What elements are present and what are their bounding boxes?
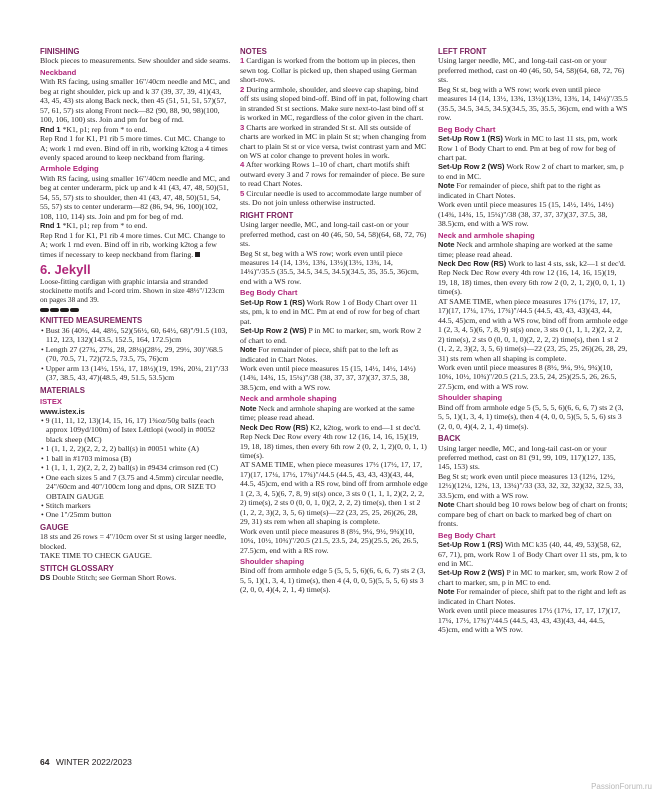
rf-text: Rep Neck Dec Row every 4th row 12 (16, 14, 16, 15)(19, 19, 18, 18) times, then every 6th row 2 (0, 2, 1, 2)(0, 0, 1, 1) time(s). — [240, 432, 427, 461]
rf-beg-chart-heading: Beg Body Chart — [240, 288, 298, 298]
back-note: Note Chart should beg 10 rows below beg of chart on fronts; compare beg of chart on back to marked beg of chart on fronts. — [438, 500, 628, 529]
list-item: • Length 27 (27¾, 27¾, 28, 28¼)(28½, 29, 29½, 30)"/68.5 (70, 70.5, 71, 72)(72.5, 73.5, 75, 76)cm — [41, 344, 223, 364]
armhole-text: With RS facing, using smaller 16"/40cm needle and MC, and beg at center underarm, pick up and k 41 (43, 47, 48, 50)(51, 54, 55, 57) sts to shoulder, then 41 (43, 47, 48, 50)(51, 54, 55, 57) sts to center underarm—82 (86, 94, 96, 100)(102, 108, 110, 114) sts. Join and pm for beg of rnd. — [40, 173, 230, 221]
pattern-intro: Loose-fitting cardigan with graphic intarsia and stranded stockinette motifs and I-cord trim. Shown in size 48½"/123cm on pages 38 and 39. — [40, 276, 225, 304]
column-left — [40, 44, 232, 583]
neckband-text: With RS facing, using smaller 16"/40cm needle and MC, and beg at right shoulder, pick up and k 37 (39, 37, 39, 41)(43, 43, 45, 43) sts along Back neck, then 45 (51, 51, 51, 57)(57, 57, 61, 57) sts along Front neck—82 (90, 88, 90, 98)(100, 100, 106, 100) sts. Join and pm for beg of rnd. — [40, 77, 230, 125]
glossary-entry: DS Double Stitch; see German Short Rows. — [40, 573, 177, 583]
rf-text: AT SAME TIME, when piece measures 17½ (17½, 17, 17, 17)(17, 17¼, 17½, 17¾)"/44.5 (44.5, 43, 43, 43)(43, 44, 44.5, 45)cm, end with a RS row, bind off from armhole edge 1 (2, 3, 4, 5)(6, 7, 8, 9) st(s) once, 3 sts 0 (1, 1, 1, 2)(2, 2, 2, 2) time(s), 2 sts 0 (0, 0, 1, 0)(2, 2, 2, 2) time(s), then 1 st 2 (1, 2, 2, 3)(2, 3, 5, 6) time(s)—22 (23, 25, 25, 26)(26, 28, 29, 31) sts rem when all shaping is complete. — [240, 460, 428, 527]
column-right — [438, 44, 628, 635]
lf-note: Note For remainder of piece, shift pat to the right as indicated in Chart Notes. — [438, 181, 601, 200]
rnd1-label: Rnd 1 — [40, 221, 61, 231]
list-item: • 9 (11, 11, 12, 13)(14, 15, 16, 17) 1¾oz/50g balls (each approx 109yd/100m) of Istex Léttlopi (wool) in #0052 black sheep (MC) — [41, 415, 215, 444]
gauge-text: 18 sts and 26 rows = 4"/10cm over St st using larger needle, blocked. — [40, 532, 227, 551]
note-item: 3 Charts are worked in stranded St st. All sts outside of charts are worked in MC in plain St st; when changing from chart to plain St st or vice versa, twist contrast yarn and MC on WS at color change to prevent holes in work. — [240, 122, 427, 160]
list-item: • Stitch markers — [41, 501, 91, 511]
finishing-text: Block pieces to measurements. Sew shoulder and side seams. — [40, 56, 231, 66]
finishing-heading: FINISHING — [40, 47, 80, 56]
armhole-rnd1 — [40, 221, 232, 230]
lf-text: Work even until piece measures 8 (8½, 9¼, 9½, 9¾)(10, 10¼, 10½, 10¾)"/20.5 (21.5, 23.5, 24, 25)(25.5, 26, 26.5, 27.5)cm, end with a WS row. — [438, 362, 617, 391]
end-square-icon — [195, 252, 200, 257]
measurements-heading: KNITTED MEASUREMENTS — [40, 316, 143, 326]
rf-setup-row-2: Set-Up Row 2 (WS) P in MC to marker, sm, work Row 2 of chart to end. — [240, 326, 422, 345]
measurements-list — [40, 326, 232, 383]
note-item: 1 Cardigan is worked from the bottom up in pieces, then sewn tog. Collar is picked up, then shaped using German short-rows. — [240, 56, 417, 85]
lf-text: Work even until piece measures 15 (15, 14½, 14½, 14½)(14¾, 14¾, 15, 15¼)"/38 (38, 37, 37, 37)(37, 37.5, 38, 38.5)cm, end with a WS row. — [438, 200, 614, 229]
armhole-edging-heading: Armhole Edging — [40, 164, 99, 174]
list-item: • 1 ball in #1703 mimosa (B) — [41, 453, 132, 463]
list-item: • 1 (1, 1, 2, 2)(2, 2, 2, 2) ball(s) in #0051 white (A) — [41, 444, 199, 454]
lf-setup-row-1: Set-Up Row 1 (RS) Work in MC to last 11 sts, pm, work Row 1 of Body Chart to end. Pm at beg of row for beg of chart pat. — [438, 134, 618, 162]
lf-text: Using larger needle, MC, and long-tail cast-on or your preferred method, cast on 40 (46, 50, 54, 58)(64, 68, 72, 76) sts. — [438, 56, 625, 85]
lf-neck-note: Note Neck and armhole shaping are worked at the same time; please read ahead. — [438, 240, 613, 259]
rf-note: Note For remainder of piece, shift pat to the left as indicated in Chart Notes. — [240, 345, 399, 364]
rnd1-text: *K1, p1; rep from * to end. — [60, 221, 148, 231]
back-text: Using larger needle, MC, and long-tail cast-on or your preferred method, cast on 81 (91, 99, 109, 117)(127, 135, 145, 153) sts. — [438, 443, 616, 472]
rf-shoulder-heading: Shoulder shaping — [240, 557, 305, 567]
page-number: 64 — [40, 757, 50, 767]
page-footer — [40, 757, 132, 767]
back-text: Work even until piece measures 17½ (17½, 17, 17, 17)(17, 17¼, 17½, 17¾)"/44.5 (44.5, 43, 43, 43)(43, 44, 44.5, 45)cm, end with a WS row. — [438, 606, 621, 635]
rf-text: Work even until piece measures 8 (8½, 9¼, 9½, 9¾)(10, 10¼, 10½, 10¾)"/20.5 (21.5, 23.5, 24, 25)(25.5, 26, 26.5, 27.5)cm, end with a RS row. — [240, 526, 419, 555]
list-item: • One each sizes 5 and 7 (3.75 and 4.5mm) circular needle, 24"/60cm and 40"/100cm long and dpns, OR SIZE TO OBTAIN GAUGE — [41, 472, 224, 501]
watermark: PassionForum.ru — [591, 782, 652, 791]
lf-text: Beg St st, beg with a WS row; work even until piece measures 14 (14, 13½, 13¾, 13½)(13½, 13¾, 14, 14¼)"/35.5 (35.5, 34.5, 34.5, 34.5)(34.5, 35, 35.5, 36)cm, end with a WS row. — [438, 84, 628, 123]
glossary-heading: STITCH GLOSSARY — [40, 563, 114, 573]
list-item: • Upper arm 13 (14½, 15¼, 17, 18½)(19, 19¾, 20¼, 21)"/33 (37, 38.5, 43, 47)(48.5, 49, 51.5, 53.5)cm — [41, 363, 229, 383]
column-middle — [240, 44, 428, 595]
notes-heading: NOTES — [240, 47, 267, 56]
back-note-2: Note For remainder of piece, shift pat to the right and left as indicated in Chart Notes. — [438, 587, 626, 606]
armhole-repeat: Rep Rnd 1 for K1, P1 rib 4 more times. Cut MC. Change to A; work 1 rnd even. Bind off in rib, working k2tog a few times if necessary to keep neckband from flaring. — [40, 230, 226, 259]
lf-setup-row-2: Set-Up Row 2 (WS) Work Row 2 of chart to marker, sm, p to end in MC. — [438, 162, 624, 181]
materials-list — [40, 416, 232, 520]
list-item: • 1 (1, 1, 1, 2)(2, 2, 2, 2) ball(s) in #9434 crimson red (C) — [41, 463, 219, 473]
back-setup-row-1: Set-Up Row 1 (RS) With MC k35 (40, 44, 49, 53)(58, 62, 67, 71), pm, work Row 1 of Body Chart over 11 sts, pm, k to end in MC. — [438, 540, 627, 569]
left-front-heading: LEFT FRONT — [438, 47, 487, 56]
rf-neck-armhole-heading: Neck and armhole shaping — [240, 394, 337, 404]
list-item: • Bust 36 (40½, 44, 48½, 52)(56½, 60, 64½, 68)"/91.5 (103, 112, 123, 132)(143.5, 152.5, 164, 172.5)cm — [41, 325, 228, 345]
right-front-heading: RIGHT FRONT — [240, 210, 294, 220]
rf-text: Using larger needle, MC, and long-tail cast-on or your preferred method, cast on 40 (46, 50, 54, 58)(64, 68, 72, 76) sts. — [240, 220, 427, 249]
skill-level-icon — [40, 308, 79, 312]
neckband-rnd1 — [40, 125, 232, 134]
lf-neck-armhole-heading: Neck and armhole shaping — [438, 230, 535, 240]
rnd1-label: Rnd 1 — [40, 124, 61, 134]
rf-text: Beg St st, beg with a WS row; work even until piece measures 14 (14, 13½, 13¾, 13½)(13½, 13¾, 14, 14¼)"/35.5 (35.5, 34.5, 34.5, 34.5)(34.5, 35, 35.5, 36)cm, end with a WS row. — [240, 248, 419, 286]
rf-setup-row-1: Set-Up Row 1 (RS) Work Row 1 of Body Chart over 11 sts, pm, k to end in MC. Pm at end of row for beg of chart pat. — [240, 297, 420, 326]
pattern-title: 6. Jekyll — [40, 261, 91, 277]
gauge-heading: GAUGE — [40, 522, 69, 532]
back-heading: BACK — [438, 434, 461, 444]
neckband-repeat: Rep Rnd 1 for K1, P1 rib 5 more times. Cut MC. Change to A; work 1 rnd even. Bind off in rib, working k2tog a 4 times evenly spaced around to keep neckband from flaring. — [40, 134, 228, 162]
istex-heading: ISTEX — [40, 397, 62, 407]
back-beg-chart-heading: Beg Body Chart — [438, 530, 496, 540]
website-link[interactable]: www.istex.is — [40, 406, 85, 416]
lf-neck-dec-row: Neck Dec Row (RS) Work to last 4 sts, ssk, k2—1 st dec'd. — [438, 258, 626, 268]
rf-text: Work even until piece measures 15 (15, 14½, 14½, 14½)(14¾, 14¾, 15, 15¼)"/38 (38, 37, 37, 37)(37, 37.5, 38, 38.5)cm, end with a WS row. — [240, 363, 416, 392]
gauge-check: TAKE TIME TO CHECK GAUGE. — [40, 551, 152, 561]
lf-text: Bind off from armhole edge 5 (5, 5, 5, 6)(6, 6, 6, 7) sts 2 (3, 5, 5, 1)(1, 3, 4, 1) time(s), then 4 (4, 0, 0, 5)(5, 5, 5, 6) sts 3 (2, 0, 0, 4)(4, 2, 1, 4) time(s). — [438, 402, 624, 431]
lf-text: AT SAME TIME, when piece measures 17½ (17½, 17, 17, 17)(17, 17¼, 17½, 17¾)"/44.5 (44.5, 43, 43, 43)(43, 44, 44.5, 45)cm, end with a WS row, bind off from armhole edge 1 (2, 3, 4, 5)(6, 7, 8, 9) st(s) once, 3 sts 0 (1, 1, 1, 2)(2, 2, 2, 2) time(s), 2 sts 0 (0, 0, 1, 0)(2, 2, 2, 2) time(s), then 1 st 2 (1, 2, 2, 3)(2, 3, 5, 6) time(s)—22 (23, 25, 25, 26)(26, 28, 29, 31) sts rem when all shaping is complete. — [438, 296, 628, 363]
materials-heading: MATERIALS — [40, 385, 85, 395]
neckband-heading: Neckband — [40, 67, 77, 77]
lf-shoulder-heading: Shoulder shaping — [438, 393, 503, 403]
note-item: 2 During armhole, shoulder, and sleeve cap shaping, bind off sts using sloped bind-off. Bind off in pat, following chart in stranded St st sections. Make sure next-to-last bind off st is worked in MC, regardless of the color given in the chart. — [240, 84, 428, 123]
rnd1-text: *K1, p1; rep from * to end. — [60, 124, 148, 134]
note-item: 5 Circular needle is used to accommodate large number of sts. Do not join unless otherwise instructed. — [240, 188, 422, 208]
rf-text: Bind off from armhole edge 5 (5, 5, 5, 6)(6, 6, 6, 7) sts 2 (3, 5, 5, 1)(1, 3, 4, 1) time(s), then 4 (4, 0, 0, 5)(5, 5, 5, 6) sts 3 (2, 0, 0, 4)(4, 2, 1, 4) time(s). — [240, 566, 426, 595]
note-item: 4 After working Rows 1–10 of chart, chart motifs shift outward every 3 and 7 rows for remainder of piece. Be sure to read Chart Notes. — [240, 160, 425, 189]
list-item: • One 1"/25mm button — [41, 510, 112, 520]
back-text: Beg St st; work even until piece measures 13 (12½, 12½, 12½)(12¼, 12¾, 13, 13¼)"/33 (33, 32, 32, 32)(32, 32.5, 33, 33.5)cm, end with a WS row. — [438, 471, 624, 500]
lf-beg-chart-heading: Beg Body Chart — [438, 124, 496, 134]
rf-neck-dec-row: Neck Dec Row (RS) K2, k2tog, work to end—1 st dec'd. — [240, 422, 421, 432]
lf-text: Rep Neck Dec Row every 4th row 12 (16, 14, 16, 15)(19, 19, 18, 18) times, then every 6th row 2 (0, 2, 1, 2)(0, 0, 1, 1) time(s). — [438, 268, 625, 297]
rf-neck-note: Note Neck and armhole shaping are worked at the same time; please read ahead. — [240, 403, 415, 423]
back-setup-row-2: Set-Up Row 2 (WS) P in MC to marker, sm, work Row 2 of chart to marker, sm, p in MC to end. — [438, 568, 628, 587]
issue-label: WINTER 2022/2023 — [55, 757, 132, 767]
